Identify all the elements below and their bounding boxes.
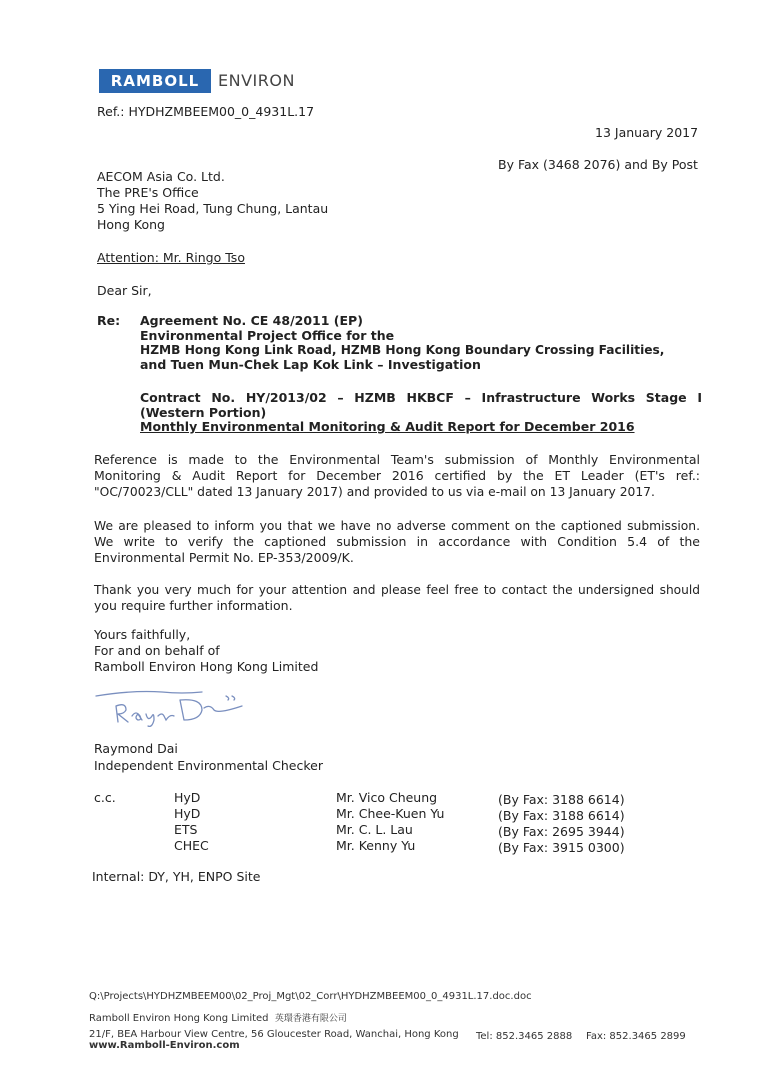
subject-contract [140, 391, 702, 435]
subject-line: Environmental Project Office for the [140, 327, 395, 343]
report-title: Monthly Environmental Monitoring & Audit Report for December 2016 [140, 419, 635, 434]
paragraph-line: Thank you very much for your attention and please feel free to contact the undersigned should [94, 583, 700, 597]
subject-label: Re: [97, 313, 121, 328]
signatory-name: Raymond Dai [94, 741, 178, 756]
cc-orgs [174, 790, 209, 854]
cc-label: c.c. [94, 790, 116, 805]
letter-date: 13 January 2017 [595, 125, 699, 140]
company-chinese-name: 英環香港有限公司 [274, 1014, 347, 1024]
paragraph-line: Monitoring & Audit Report for December 2016 certified by the ET Leader (ET's ref.: [94, 468, 700, 483]
closing [94, 627, 318, 675]
address-line: AECOM Asia Co. Ltd. [97, 169, 225, 184]
internal-distribution: Internal: DY, YH, ENPO Site [92, 869, 261, 884]
paragraph-line: Reference is made to the Environmental Team's submission of Monthly Environmental [94, 452, 700, 467]
cc-names [336, 790, 444, 854]
cc-name: Mr. Chee-Kuen Yu [336, 806, 445, 821]
company-logo [99, 69, 211, 93]
address-line: 5 Ying Hei Road, Tung Chung, Lantau [97, 201, 329, 216]
signatory-title: Independent Environmental Checker [94, 758, 323, 773]
body-paragraph [94, 582, 700, 614]
footer-fax: Fax: 852.3465 2899 [586, 1031, 686, 1042]
logo-box-text: RAMBOLL [110, 72, 200, 90]
footer-website[interactable]: www.Ramboll-Environ.com [89, 1040, 240, 1051]
paragraph-line: We write to verify the captioned submission in accordance with Condition 5.4 of the [94, 534, 700, 549]
cc-org: ETS [174, 822, 198, 837]
subject-line: Contract No. HY/2013/02 – HZMB HKBCF – Infrastructure Works Stage I [140, 390, 702, 405]
footer-tel: Tel: 852.3465 2888 [476, 1031, 573, 1042]
cc-faxes [498, 792, 625, 856]
cc-name: Mr. Kenny Yu [336, 838, 416, 853]
subject-line: (Western Portion) [140, 404, 267, 420]
handwritten-signature [92, 686, 262, 732]
cc-org: HyD [174, 790, 201, 805]
attention-line: Attention: Mr. Ringo Tso [97, 250, 245, 265]
body-paragraph [94, 452, 700, 500]
address-line: The PRE's Office [97, 185, 199, 200]
paragraph-line: you require further information. [94, 598, 293, 613]
recipient-address [97, 169, 328, 233]
subject-line: Agreement No. CE 48/2011 (EP) [140, 313, 363, 328]
subject-agreement [140, 314, 702, 372]
footer-company [89, 1012, 347, 1026]
company-name: Ramboll Environ Hong Kong Limited [89, 1013, 269, 1024]
cc-fax: (By Fax: 2695 3944) [498, 824, 625, 839]
paragraph-line: "OC/70023/CLL" dated 13 January 2017) and provided to us via e-mail on 13 January 2017. [94, 485, 655, 499]
closing-line: Yours faithfully, [94, 627, 191, 642]
cc-name: Mr. C. L. Lau [336, 822, 413, 837]
cc-fax: (By Fax: 3188 6614) [498, 808, 625, 823]
cc-fax: (By Fax: 3915 0300) [498, 840, 625, 855]
cc-name: Mr. Vico Cheung [336, 790, 438, 805]
file-path: Q:\Projects\HYDHZMBEEM00\02_Proj_Mgt\02_Corr\HYDHZMBEEM00_0_4931L.17.doc.doc [89, 991, 532, 1002]
footer-address: 21/F, BEA Harbour View Centre, 56 Gloucester Road, Wanchai, Hong Kong [89, 1029, 459, 1040]
salutation: Dear Sir, [97, 283, 152, 298]
body-paragraph [94, 518, 700, 566]
subject-line: HZMB Hong Kong Link Road, HZMB Hong Kong Boundary Crossing Facilities, [140, 343, 665, 357]
logo-wordmark: ENVIRON [218, 71, 295, 90]
subject-line: and Tuen Mun-Chek Lap Kok Link – Investigation [140, 356, 481, 372]
paragraph-line: Environmental Permit No. EP-353/2009/K. [94, 550, 354, 565]
delivery-method: By Fax (3468 2076) and By Post [498, 157, 698, 172]
reference-number: Ref.: HYDHZMBEEM00_0_4931L.17 [97, 104, 315, 119]
closing-line: Ramboll Environ Hong Kong Limited [94, 659, 319, 674]
cc-fax: (By Fax: 3188 6614) [498, 792, 625, 807]
closing-line: For and on behalf of [94, 643, 220, 658]
address-line: Hong Kong [97, 217, 165, 232]
paragraph-line: We are pleased to inform you that we have no adverse comment on the captioned submission. [94, 519, 700, 533]
cc-org: HyD [174, 806, 201, 821]
cc-org: CHEC [174, 838, 209, 853]
